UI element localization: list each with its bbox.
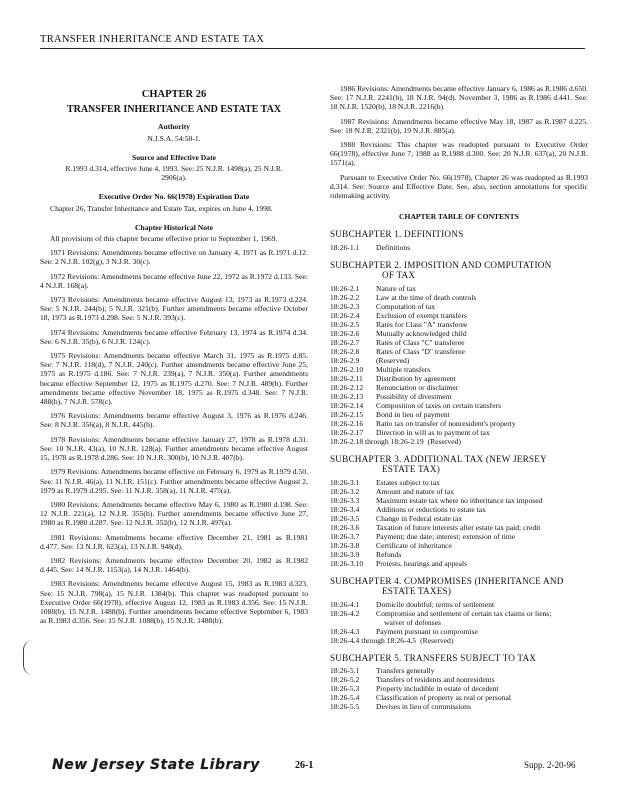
toc-entry[interactable] <box>330 347 588 356</box>
toc-entry[interactable] <box>330 609 588 627</box>
section-number: 18:26-2.17 <box>330 427 364 437</box>
toc-entry[interactable] <box>330 338 588 347</box>
section-number: 18:26-2.16 <box>330 418 364 428</box>
subchapter-heading-line: SUBCHAPTER 3. ADDITIONAL TAX (NEW JERSEY <box>330 453 547 464</box>
toc-entry[interactable] <box>330 410 588 419</box>
section-title-text: Change in Federal estate tax <box>376 513 463 523</box>
section-title-continuation: waiver of defenses <box>384 617 441 627</box>
toc-entry[interactable] <box>330 702 588 711</box>
section-number: 18:26-2.10 <box>330 364 364 374</box>
section-title <box>376 505 588 514</box>
section-number: 18:26-2.13 <box>330 391 364 401</box>
section-title-text: (Reserved) <box>420 635 454 645</box>
authority-heading: Authority <box>157 122 191 132</box>
history-paragraph: 1972 Revisions: Amendments became effective June 22, 1972 as R.1972 d.133. See: 4 N.J.R. 168(a). <box>40 271 308 290</box>
section-title-text: Exclusion of exempt transfers <box>376 310 467 320</box>
toc-entry[interactable] <box>330 478 588 487</box>
subchapter-heading-line: SUBCHAPTER 5. TRANSFERS SUBJECT TO TAX <box>330 652 537 663</box>
section-title-text: Direction in will as to payment of tax <box>376 427 490 437</box>
section-title-text: Ratio tax on transfer of nonresident's property <box>376 418 516 428</box>
section-number: 18:26-3.8 <box>330 540 360 550</box>
section-title <box>376 302 588 311</box>
toc-entry[interactable] <box>330 636 588 645</box>
section-title <box>376 600 588 609</box>
toc-entry[interactable] <box>330 401 588 410</box>
section-title <box>376 684 588 693</box>
section-number: 18:26-2.8 <box>330 346 360 356</box>
supplement-date: Supp. 2-20-96 <box>524 760 576 770</box>
section-title <box>376 320 588 329</box>
history-paragraph: 1986 Revisions: Amendments became effective January 6, 1986 as R.1986 d.650. See: 17 N.J.R. 2241(b), 18 N.J.R. 94(d). November 3, 1986 as R.1986 d.441. See: 18 N.J.R. 1520(b), 18 N.J.R. 2216(b). <box>330 84 588 112</box>
toc-entry[interactable] <box>330 505 588 514</box>
history-paragraph: Pursuant to Executive Order No. 66(1978), Chapter 26 was readopted as R.1993 d.314. See: Source and Effective Date. See, also, section annotations for specific rulemaking activity. <box>330 172 588 201</box>
toc-entry[interactable] <box>330 693 588 702</box>
section-title <box>376 428 588 437</box>
section-title <box>376 478 588 487</box>
section-number: 18:26-3.6 <box>330 522 360 532</box>
chapter-number: CHAPTER 26 <box>141 89 207 100</box>
section-number: 18:26-3.2 <box>330 486 360 496</box>
section-number: 18:26-5.1 <box>330 666 360 676</box>
section-number: 18:26-2.4 <box>330 310 360 320</box>
section-title-text: Estates subject to tax <box>376 477 440 487</box>
section-title-text: (Reserved) <box>427 436 461 446</box>
section-title <box>376 329 588 338</box>
subchapter-heading-line: SUBCHAPTER 2. IMPOSITION AND COMPUTATION <box>330 259 552 270</box>
section-number: 18:26-2.3 <box>330 301 360 311</box>
toc-entry[interactable] <box>330 293 588 302</box>
section-title-text: Payment; due date; interest; extension of time <box>376 531 516 541</box>
section-title-text: Computation of tax <box>376 301 436 311</box>
source-text: R.1993 d.314, effective June 4, 1993. See: 25 N.J.R. 1498(a), 25 N.J.R. 2906(a). <box>65 164 283 183</box>
history-right-list <box>330 84 588 200</box>
history-paragraph: 1973 Revisions: Amendments became effective August 13, 1973 as R.1973 d.224. See: 5 N.J.R. 244(b), 5 N.J.R. 321(b). Further amendments became effective October 18, 1973 as R.1973 d.298. See: 5 N.J.R. 393(c). <box>40 295 308 323</box>
section-number: 18:26-5.4 <box>330 693 360 703</box>
history-paragraph: 1974 Revisions: Amendments became effective February 13, 1974 as R.1974 d.34. See: 6 N.J.R. 35(b), 6 N.J.R. 124(c). <box>40 327 308 346</box>
subchapter-heading-continuation: OF TAX <box>382 270 416 281</box>
toc-entry[interactable] <box>330 532 588 541</box>
chapter-title: TRANSFER INHERITANCE AND ESTATE TAX <box>66 104 282 116</box>
toc-entry[interactable] <box>330 356 588 365</box>
running-header: TRANSFER INHERITANCE AND ESTATE TAX <box>40 34 265 45</box>
page-number: 26-1 <box>295 760 314 771</box>
toc-entry[interactable] <box>330 559 588 568</box>
section-title <box>376 284 588 293</box>
history-paragraph: 1975 Revisions: Amendments became effective March 31, 1975 as R.1975 d.85. See: 7 N.J.R. 118(d), 7 N.J.R. 240(c). Further amendments became effective June 25, 1975 as R.1975 d.186. See: 7 N.J.R. 239(a), 7 N.J.R. 350(a). Further amendments became effective September 12, 1975 as R.1975 d.270. See: 7 N.J.R. 489(b). Further amendments became effective November 18, 1975 as R.1975 d.348. See: 7 N.J.R. 488(b), 7 N.J.R. 578(c). <box>40 351 308 407</box>
library-stamp: New Jersey State Library <box>52 757 260 773</box>
toc-entry[interactable] <box>330 550 588 559</box>
section-title <box>376 693 588 702</box>
table-of-contents <box>330 229 588 711</box>
section-title <box>376 383 588 392</box>
section-title <box>376 410 588 419</box>
section-title-text: Additions or reductions to estate tax <box>376 504 486 514</box>
section-title-text: Compromise and settlement of certain tax claims or liens; <box>376 608 552 618</box>
section-title <box>376 514 588 523</box>
history-paragraph: 1971 Revisions: Amendments became effective on January 4, 1971 as R.1971 d.12. See: 2 N.J.R. 102(g), 3 N.J.R. 30(c). <box>40 248 308 267</box>
subchapter-heading <box>330 653 588 664</box>
section-title <box>420 636 588 645</box>
subchapter-heading <box>330 454 588 475</box>
section-number: 18:26-2.18 through 18:26-2.19 <box>330 436 424 446</box>
toc-entry[interactable] <box>330 627 588 636</box>
section-title <box>376 666 588 675</box>
toc-entry[interactable] <box>330 374 588 383</box>
section-title <box>376 523 588 532</box>
toc-entry[interactable] <box>330 666 588 675</box>
history-left-list <box>40 234 308 625</box>
section-title-text: Classification of property as real or personal <box>376 693 511 703</box>
section-number: 18:26-2.6 <box>330 328 360 338</box>
section-title-text: Distribution by agreement <box>376 373 456 383</box>
authority-text: N.J.S.A. 54:50-1. <box>147 133 201 143</box>
section-title-text: Renunciation or disclaimer <box>376 382 459 392</box>
section-number: 18:26-3.3 <box>330 495 360 505</box>
eo-heading: Executive Order No. 66(1978) Expiration Date <box>98 192 250 202</box>
subchapter-heading-line: SUBCHAPTER 4. COMPROMISES (INHERITANCE AND <box>330 575 564 586</box>
subchapter-heading-continuation: ESTATE TAXES) <box>382 586 452 597</box>
section-title <box>376 559 588 568</box>
section-title-text: Rates of Class "C" transferee <box>376 337 465 347</box>
section-title-text: Property includible in estate of decedent <box>376 684 499 694</box>
section-title <box>376 419 588 428</box>
section-number: 18:26-2.9 <box>330 355 360 365</box>
toc-entry[interactable] <box>330 365 588 374</box>
section-title <box>376 609 588 627</box>
section-number: 18:26-3.9 <box>330 549 360 559</box>
toc-entry[interactable] <box>330 541 588 550</box>
section-number: 18:26-3.7 <box>330 531 360 541</box>
margin-bracket <box>23 640 34 675</box>
section-title-text: Taxation of future interests after estate tax paid; credit <box>376 522 541 532</box>
subchapter-heading-continuation: ESTATE TAX) <box>382 464 440 475</box>
section-title-text: Amount and nature of tax <box>376 486 455 496</box>
history-paragraph: All provisions of this chapter became effective prior to September 1, 1969. <box>50 234 278 244</box>
section-number: 18:26-2.2 <box>330 292 360 302</box>
section-number: 18:26-3.5 <box>330 513 360 523</box>
section-title-text: Multiple transfers <box>376 364 431 374</box>
section-title <box>376 374 588 383</box>
section-title-text: Rates for Class "A" transferee <box>376 319 468 329</box>
section-title-text: Transfers generally <box>376 666 435 676</box>
section-title <box>376 338 588 347</box>
section-title <box>376 496 588 505</box>
section-title <box>376 487 588 496</box>
subchapter-heading-line: SUBCHAPTER 1. DEFINITIONS <box>330 229 464 240</box>
toc-entry[interactable] <box>330 487 588 496</box>
section-number: 18:26-3.10 <box>330 558 364 568</box>
section-title-text: Bond in lieu of payment <box>376 409 450 419</box>
section-title-text: Transfers of residents and nonresidents <box>376 675 495 685</box>
section-number: 18:26-3.4 <box>330 504 360 514</box>
toc-entry[interactable] <box>330 600 588 609</box>
section-title-text: Domicile doubtful; terms of settlement <box>376 599 495 609</box>
toc-entry[interactable] <box>330 496 588 505</box>
section-number: 18:26-2.11 <box>330 373 363 383</box>
section-number: 18:26-2.5 <box>330 319 360 329</box>
toc-entry[interactable] <box>330 675 588 684</box>
section-number: 18:26-4.3 <box>330 626 360 636</box>
toc-entry[interactable] <box>330 514 588 523</box>
section-number: 18:26-5.5 <box>330 702 360 712</box>
subchapter-heading <box>330 576 588 597</box>
section-title <box>376 541 588 550</box>
section-number: 18:26-4.2 <box>330 608 360 618</box>
section-number: 18:26-5.3 <box>330 684 360 694</box>
header-rule <box>40 48 585 49</box>
section-number: 18:26-2.12 <box>330 382 364 392</box>
subchapter-heading <box>330 229 588 240</box>
history-paragraph: 1976 Revisions: Amendments became effective August 3, 1976 as R.1976 d.246. See: 8 N.J.R. 356(a), 8 N.J.R. 445(b). <box>40 411 308 430</box>
subchapter-heading <box>330 260 588 281</box>
toc-entry[interactable] <box>330 523 588 532</box>
section-title-text: Certificate of inheritance <box>376 540 452 550</box>
history-paragraph: 1981 Revisions: Amendments became effective December 21, 1981 as R.1981 d.477. See: 13 N.J.R. 623(a), 13 N.J.R. 948(d). <box>40 532 308 551</box>
section-title <box>428 437 588 446</box>
section-number: 18:26-2.14 <box>330 400 364 410</box>
section-number: 18:26-4.1 <box>330 599 360 609</box>
history-paragraph: 1983 Revisions: Amendments became effective August 15, 1983 as R.1983 d.323. See: 15 N.J.R. 798(a), 15 N.J.R. 1384(b). This chapter was readopted pursuant to Executive Order 66(1978), effective August 12, 1983 as R.1983 d.356. See: 15 N.J.R. 1088(b), 15 N.J.R. 1488(b). Further amendments became effective September 6, 1983 as R.1983 d.356. See: 15 N.J.R. 1088(b), 15 N.J.R. 1488(b). <box>40 579 308 626</box>
section-title <box>376 627 588 636</box>
history-paragraph: 1988 Revisions: This chapter was readopted pursuant to Executive Order 66(1978), effective June 7, 1988 as R.1988 d.300. See: 20 N.J.R. 637(a), 20 N.J.R. 1571(a). <box>330 140 588 168</box>
section-title <box>376 347 588 356</box>
section-title <box>376 675 588 684</box>
section-title <box>376 356 588 365</box>
section-number: 18:26-2.7 <box>330 337 360 347</box>
section-number: 18:26-4.4 through 18:26-4.5 <box>330 635 417 645</box>
history-paragraph: 1980 Revisions: Amendments became effective May 6, 1980 as R.1980 d.198. See: 12 N.J.R. 221(a), 12 N.J.R. 355(b). Further amendments became effective June 27, 1980 as R.1980 d.287. See: 12 N.J.R. 352(b), 12 N.J.R. 497(a). <box>40 499 308 528</box>
toc-entry[interactable] <box>330 684 588 693</box>
history-paragraph: 1987 Revisions: Amendments became effective May 18, 1987 as R.1987 d.225. See: 18 N.J.R. 2321(b), 19 N.J.R. 885(a). <box>330 116 588 135</box>
section-number: 18:26-2.1 <box>330 283 360 293</box>
left-column <box>40 90 308 630</box>
section-title <box>376 550 588 559</box>
section-title-text: Refunds <box>376 549 402 559</box>
toc-entry[interactable] <box>330 392 588 401</box>
section-title-text: Definitions <box>376 242 411 252</box>
history-paragraph: 1978 Revisions: Amendments became effective January 27, 1978 as R.1978 d.31. See: 10 N.J.R. 43(a), 10 N.J.R. 128(a). Further amendments became effective August 15, 1978 as R.1978 d.286. See: 10 N.J.R. 300(b), 10 N.J.R. 407(b). <box>40 434 308 463</box>
section-title <box>376 311 588 320</box>
section-number: 18:26-1.1 <box>330 242 360 252</box>
toc-entry[interactable] <box>330 437 588 446</box>
toc-entry[interactable] <box>330 302 588 311</box>
section-title <box>376 365 588 374</box>
section-number: 18:26-2.15 <box>330 409 364 419</box>
section-title <box>376 702 588 711</box>
toc-title: CHAPTER TABLE OF CONTENTS <box>399 212 519 222</box>
section-title-text: Devises in lieu of commissions <box>376 702 471 712</box>
section-title-text: Protests, hearings and appeals <box>376 558 468 568</box>
history-paragraph: 1979 Revisions: Amendments became effective on February 6, 1979 as R.1979 d.50. See: 11 N.J.R. 46(a), 11 N.J.R. 151(c). Further amendments became effective August 2, 1979 as R.1979 d.295. See: 11 N.J.R. 358(a), 11 N.J.R. 475(a). <box>40 467 308 495</box>
toc-entry[interactable] <box>330 284 588 293</box>
toc-entry[interactable] <box>330 383 588 392</box>
section-title <box>376 243 588 252</box>
toc-entry[interactable] <box>330 311 588 320</box>
toc-entry[interactable] <box>330 320 588 329</box>
history-heading: Chapter Historical Note <box>135 222 213 232</box>
source-heading: Source and Effective Date <box>131 152 216 162</box>
toc-entry[interactable] <box>330 243 588 252</box>
toc-entry[interactable] <box>330 419 588 428</box>
section-title-text: Mutually acknowledged child <box>376 328 467 338</box>
section-title-text: Possibility of divestment <box>376 391 452 401</box>
section-title <box>376 401 588 410</box>
section-title <box>376 293 588 302</box>
section-number: 18:26-3.1 <box>330 477 360 487</box>
right-column <box>330 84 588 711</box>
section-title-text: Nature of tax <box>376 283 417 293</box>
section-title <box>376 532 588 541</box>
section-title <box>376 392 588 401</box>
section-title-text: Composition of taxes on certain transfers <box>376 400 502 410</box>
section-title-text: (Reserved) <box>376 355 410 365</box>
section-number: 18:26-5.2 <box>330 675 360 685</box>
eo-text: Chapter 26, Transfer Inheritance and Estate Tax, expires on June 4, 1998. <box>50 203 273 213</box>
section-title-text: Payment pursuant to compromise <box>376 626 478 636</box>
section-title-text: Law at the time of death controls <box>376 292 477 302</box>
toc-entry[interactable] <box>330 329 588 338</box>
section-title-text: Maximum estate tax where no inheritance tax imposed <box>376 495 543 505</box>
section-title-text: Rates of Class "D" transferee <box>376 346 465 356</box>
toc-entry[interactable] <box>330 428 588 437</box>
history-paragraph: 1982 Revisions: Amendments became effective December 20, 1982 as R.1982 d.445. See: 14 N.J.R. 1153(a), 14 N.J.R. 1464(b). <box>40 555 308 575</box>
